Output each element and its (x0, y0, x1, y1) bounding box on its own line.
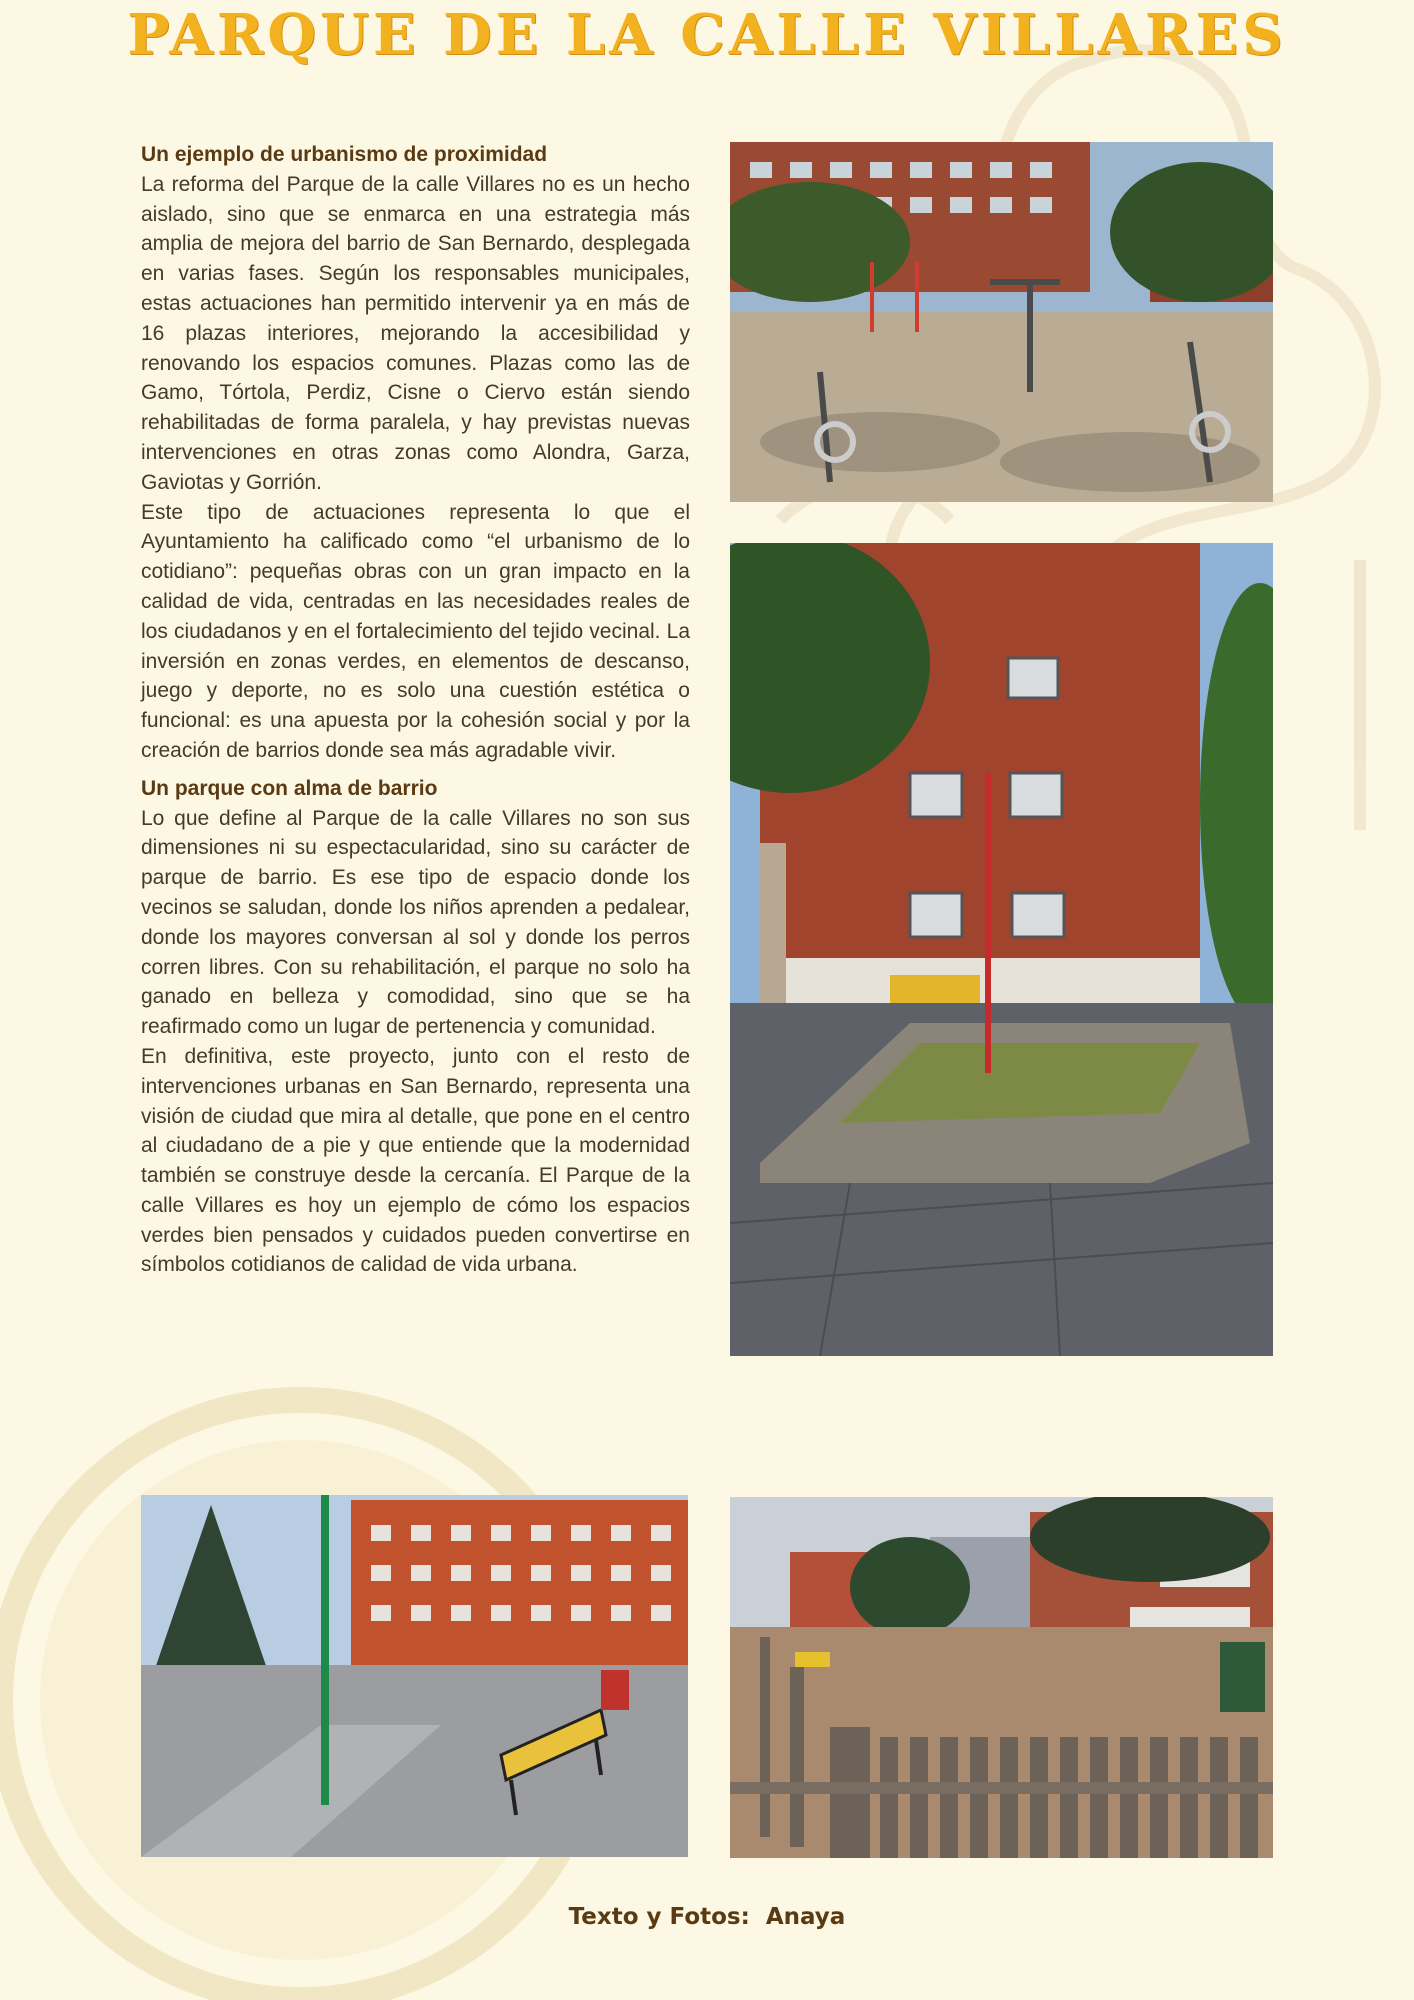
photo-dog-park (730, 1497, 1273, 1858)
photo-plaza-benches (141, 1495, 688, 1857)
photo-credit: Texto y Fotos: Anaya (568, 1904, 846, 1930)
photo-outdoor-gym (730, 142, 1273, 502)
article-paragraph: En definitiva, este proyecto, junto con el resto de intervenciones urbanas en San Bernardo, representa una visión de ciudad que mira al detalle, que pone en el centro al ciudadano de a pie y que entiende que la modernidad también se construye desde la cercanía. El Parque de la calle Villares es hoy un ejemplo de cómo los espacios verdes bien pensados y cuidados pueden convertirse en símbolos cotidianos de calidad de vida urbana. (141, 1044, 690, 1277)
article-body (141, 140, 690, 1280)
article-paragraph: Este tipo de actuaciones representa lo que el Ayuntamiento ha calificado como “el urbanismo de lo cotidiano”: pequeñas obras con un gran impacto en la calidad de vida, centradas en las necesidades reales de los ciudadanos y en el fortalecimiento del tejido vecinal. La inversión en zonas verdes, en elementos de descanso, juego y deporte, no es solo una cuestión estética o funcional: es una apuesta por la cohesión social y por la creación de barrios donde sea más agradable vivir. (141, 500, 690, 762)
photo-fountain (730, 543, 1273, 1356)
section-heading-neighborhood: Un parque con alma de barrio (141, 776, 438, 800)
page-title: PARQUE DE LA CALLE VILLARES (127, 2, 1287, 68)
article-paragraph: Lo que define al Parque de la calle Villares no son sus dimensiones ni su espectacularidad, sino su carácter de parque de barrio. Es ese tipo de espacio donde los vecinos se saludan, donde los niños aprenden a pedalear, donde los mayores conversan al sol y donde los perros corren libres. Con su rehabilitación, el parque no solo ha ganado en belleza y comodidad, sino que se ha reafirmado como un lugar de pertenencia y comunidad. (141, 806, 690, 1039)
section-heading-proximity: Un ejemplo de urbanismo de proximidad (141, 143, 548, 166)
article-paragraph: La reforma del Parque de la calle Villares no es un hecho aislado, sino que se enmarca en una estrategia más amplia de mejora del barrio de San Bernardo, desplegada en varias fases. Según los responsables municipales, estas actuaciones han permitido intervenir ya en más de 16 plazas interiores, mejorando la accesibilidad y renovando los espacios comunes. Plazas como las de Gamo, Tórtola, Perdiz, Cisne o Ciervo están siendo rehabilitadas de forma paralela, y hay previstas nuevas intervenciones en otras zonas como Alondra, Garza, Gaviotas y Gorrión. (141, 172, 690, 494)
